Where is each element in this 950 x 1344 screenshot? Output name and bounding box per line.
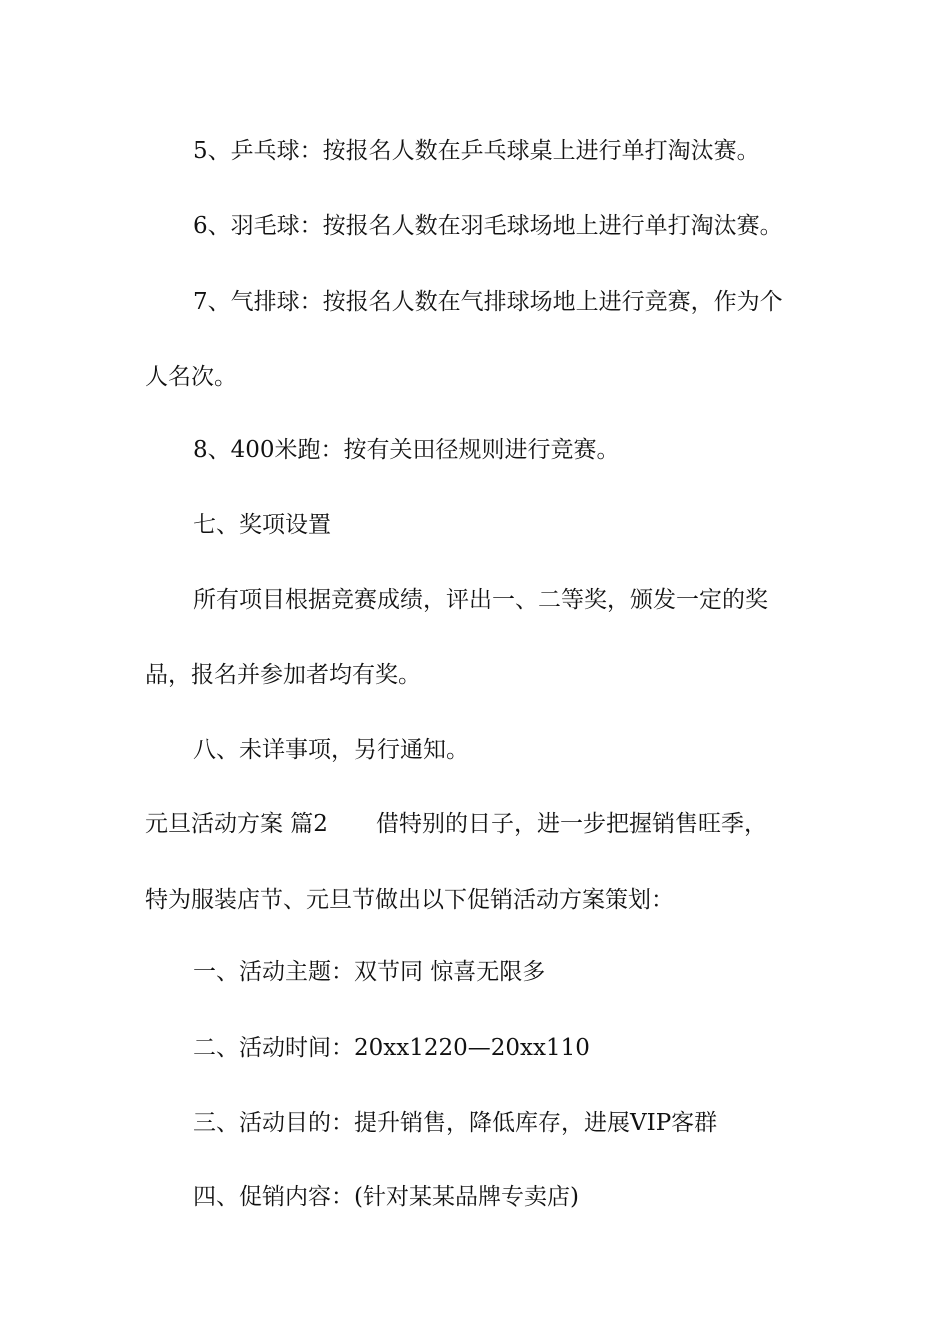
paragraph-line: 特为服装店节、元旦节做出以下促销活动方案策划： (145, 887, 674, 913)
paragraph-line: 7、气排球：按报名人数在气排球场地上进行竞赛，作为个 (193, 289, 783, 315)
paragraph-line: 6、羽毛球：按报名人数在羽毛球场地上进行单打淘汰赛。 (193, 213, 783, 239)
paragraph-line: 所有项目根据竞赛成绩，评出一、二等奖，颁发一定的奖 (193, 587, 768, 613)
paragraph-line: 八、未详事项，另行通知。 (193, 737, 469, 763)
paragraph-line: 人名次。 (145, 364, 237, 390)
paragraph-line: 四、促销内容：(针对某某品牌专卖店) (193, 1184, 579, 1210)
paragraph-text: 借特别的日子，进一步把握销售旺季， (375, 811, 767, 837)
paragraph-line: 5、乒乓球：按报名人数在乒乓球桌上进行单打淘汰赛。 (193, 138, 760, 164)
paragraph-line: 三、活动目的：提升销售，降低库存，进展VIP客群 (193, 1110, 718, 1136)
article-title: 元旦活动方案 篇2 (145, 811, 328, 837)
paragraph-line: 8、400米跑：按有关田径规则进行竞赛。 (193, 437, 620, 463)
paragraph-line: 品，报名并参加者均有奖。 (145, 662, 421, 688)
paragraph-line: 二、活动时间：20xx1220—20xx110 (193, 1035, 590, 1061)
paragraph-line: 一、活动主题：双节同 惊喜无限多 (193, 959, 546, 985)
article-title-line (0, 804, 950, 844)
section-heading: 七、奖项设置 (193, 512, 331, 538)
